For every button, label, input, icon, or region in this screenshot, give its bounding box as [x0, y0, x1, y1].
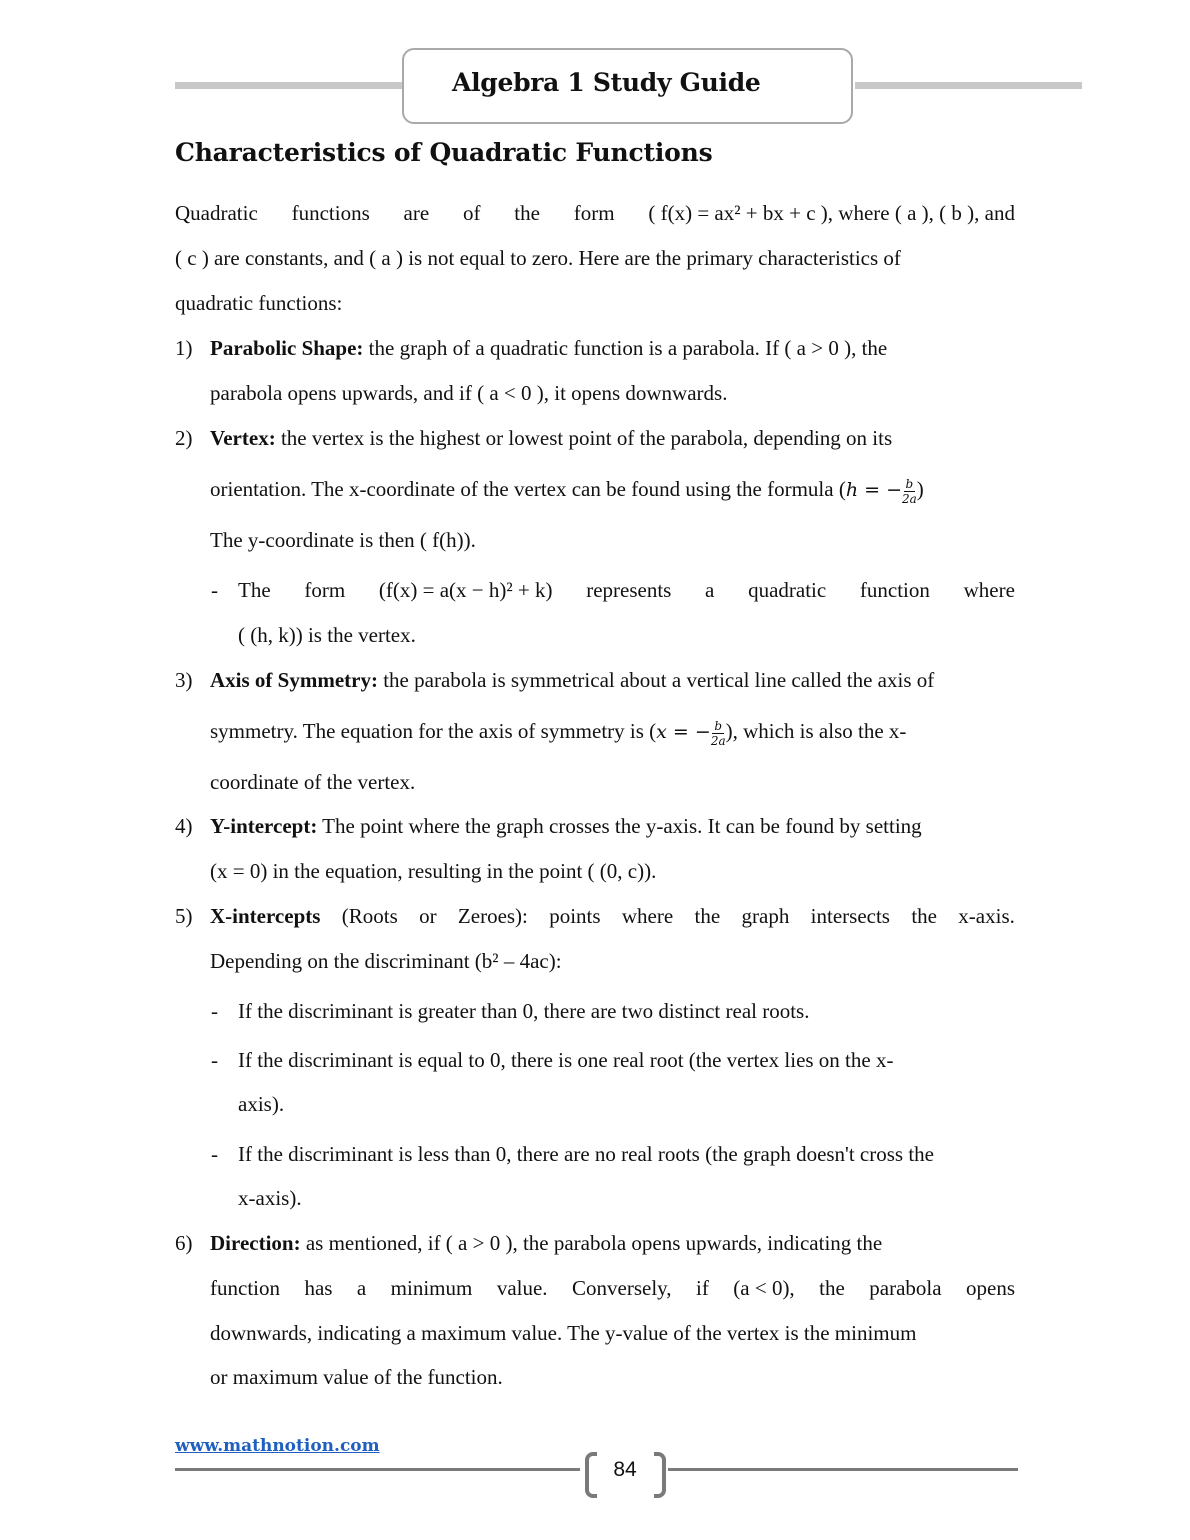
- item-word: the: [911, 904, 937, 928]
- item-number: 1): [175, 336, 193, 360]
- item-word: if: [696, 1276, 709, 1300]
- item-text: symmetry. The equation for the axis of symmetry is (: [210, 719, 657, 743]
- sub-word: quadratic: [748, 578, 827, 602]
- item-text: the parabola is symmetrical about a vertical line called the axis of: [377, 668, 935, 692]
- item-1-line-2: parabola opens upwards, and if ( a < 0 ), it opens downwards.: [210, 381, 728, 405]
- item-word: points: [549, 904, 601, 928]
- item-word: the: [694, 904, 721, 928]
- item-text: ): [916, 477, 924, 501]
- item-2-line-3: The y-coordinate is then ( f(h)).: [210, 528, 476, 552]
- item-3-line-1: [210, 667, 934, 693]
- item-6-line-4: or maximum value of the function.: [210, 1365, 503, 1389]
- item-5-bullet-1: If the discriminant is greater than 0, there are two distinct real roots.: [238, 999, 810, 1023]
- intro-line-3: quadratic functions:: [175, 291, 343, 315]
- item-word: value.: [496, 1276, 548, 1300]
- item-number: 4): [175, 814, 193, 838]
- intro-word: Quadratic: [175, 201, 258, 225]
- item-label: Direction:: [210, 1231, 301, 1255]
- intro-word: form: [573, 201, 615, 225]
- item-5-line-1: [210, 903, 1015, 929]
- fraction: [711, 719, 726, 748]
- math-expression: h = −: [845, 479, 902, 501]
- header-box: [402, 48, 853, 124]
- item-word: (Roots: [341, 904, 398, 928]
- item-text: ), which is also the x-: [725, 719, 907, 743]
- item-word: minimum: [390, 1276, 473, 1300]
- footer-rule-left: [175, 1468, 580, 1471]
- intro-word: functions: [291, 201, 370, 225]
- item-text: The point where the graph crosses the y-axis. It can be found by setting: [317, 814, 922, 838]
- item-word: Zeroes):: [457, 904, 528, 928]
- item-word: opens: [966, 1276, 1015, 1300]
- item-2-line-2: [210, 476, 924, 506]
- item-word: Conversely,: [572, 1276, 672, 1300]
- item-word: function: [210, 1276, 280, 1300]
- item-6-line-1: [210, 1230, 882, 1256]
- item-4-line-2: (x = 0) in the equation, resulting in the point ( (0, c)).: [210, 859, 657, 883]
- item-4-line-1: [210, 813, 922, 839]
- item-2-sub-line-2: ( (h, k)) is the vertex.: [238, 623, 416, 647]
- item-5-bullet-3-line-2: x-axis).: [238, 1186, 302, 1210]
- item-word: the: [819, 1276, 845, 1300]
- page-number: 84: [613, 1458, 637, 1481]
- item-label: X-intercepts: [210, 904, 321, 928]
- item-word: intersects: [810, 904, 890, 928]
- fraction-denominator: 2a: [710, 733, 726, 748]
- page-number-bracket-left: [585, 1452, 597, 1498]
- item-3-line-2: [210, 718, 906, 748]
- item-5-bullet-3-line-1: If the discriminant is less than 0, there are no real roots (the graph doesn't cross the: [238, 1142, 934, 1166]
- website-link[interactable]: www.mathnotion.com: [175, 1436, 380, 1456]
- item-word: has: [304, 1276, 333, 1300]
- math-expression: (f(x) = a(x − h)² + k): [378, 578, 553, 602]
- page-title: Characteristics of Quadratic Functions: [175, 138, 713, 167]
- item-label: Vertex:: [210, 426, 276, 450]
- item-word: graph: [741, 904, 790, 928]
- intro-word: the: [514, 201, 540, 225]
- header-title: Algebra 1 Study Guide: [452, 68, 761, 97]
- item-word: x-axis.: [958, 904, 1015, 928]
- item-number: 2): [175, 426, 193, 450]
- item-text: as mentioned, if ( a > 0 ), the parabola opens upwards, indicating the: [300, 1231, 883, 1255]
- item-2-sub-line-1: [238, 577, 1015, 603]
- item-word: parabola: [869, 1276, 942, 1300]
- intro-word: are: [403, 201, 430, 225]
- intro-expression: ( f(x) = ax² + bx + c ), where ( a ), ( b ), and: [648, 201, 1015, 225]
- sub-word: a: [705, 578, 715, 602]
- fraction-numerator: b: [905, 476, 914, 491]
- item-6-line-2: [210, 1275, 1015, 1301]
- item-word: a: [356, 1276, 367, 1300]
- fraction-numerator: b: [714, 718, 723, 733]
- item-text: the graph of a quadratic function is a parabola. If ( a > 0 ), the: [363, 336, 888, 360]
- fraction-denominator: 2a: [901, 491, 917, 506]
- sub-word: The: [238, 578, 271, 602]
- item-3-line-3: coordinate of the vertex.: [210, 770, 416, 794]
- item-label: Parabolic Shape:: [210, 336, 364, 360]
- bullet-dash: -: [211, 578, 218, 602]
- header-rule-left: [175, 82, 403, 89]
- item-word: where: [621, 904, 674, 928]
- sub-word: where: [963, 578, 1015, 602]
- sub-word: represents: [586, 578, 672, 602]
- item-text: orientation. The x-coordinate of the vertex can be found using the formula (: [210, 477, 846, 501]
- footer-rule-right: [668, 1468, 1018, 1471]
- item-1-line-1: [210, 335, 887, 361]
- item-6-line-3: downwards, indicating a maximum value. The y-value of the vertex is the minimum: [210, 1321, 917, 1345]
- item-5-bullet-2-line-1: If the discriminant is equal to 0, there is one real root (the vertex lies on the x-: [238, 1048, 894, 1072]
- bullet-dash: -: [211, 1048, 218, 1072]
- item-2-line-1: [210, 425, 892, 451]
- page-number-bracket-right: [654, 1452, 666, 1498]
- header-rule-right: [855, 82, 1082, 89]
- item-label: Y-intercept:: [210, 814, 318, 838]
- item-5-line-2: Depending on the discriminant (b² – 4ac):: [210, 949, 562, 973]
- intro-line-1: [175, 200, 1015, 226]
- bullet-dash: -: [211, 999, 218, 1023]
- item-label: Axis of Symmetry:: [210, 668, 378, 692]
- bullet-dash: -: [211, 1142, 218, 1166]
- intro-line-2: ( c ) are constants, and ( a ) is not equal to zero. Here are the primary characteristics of: [175, 246, 901, 270]
- item-number: 5): [175, 904, 193, 928]
- fraction: [902, 477, 917, 506]
- item-number: 3): [175, 668, 193, 692]
- intro-word: of: [462, 201, 481, 225]
- math-expression: (a < 0),: [733, 1276, 795, 1300]
- item-5-bullet-2-line-2: axis).: [238, 1092, 285, 1116]
- sub-word: function: [859, 578, 930, 602]
- sub-word: form: [304, 578, 346, 602]
- math-expression: x = −: [656, 721, 711, 743]
- item-text: the vertex is the highest or lowest point of the parabola, depending on its: [275, 426, 893, 450]
- item-number: 6): [175, 1231, 193, 1255]
- item-word: or: [419, 904, 437, 928]
